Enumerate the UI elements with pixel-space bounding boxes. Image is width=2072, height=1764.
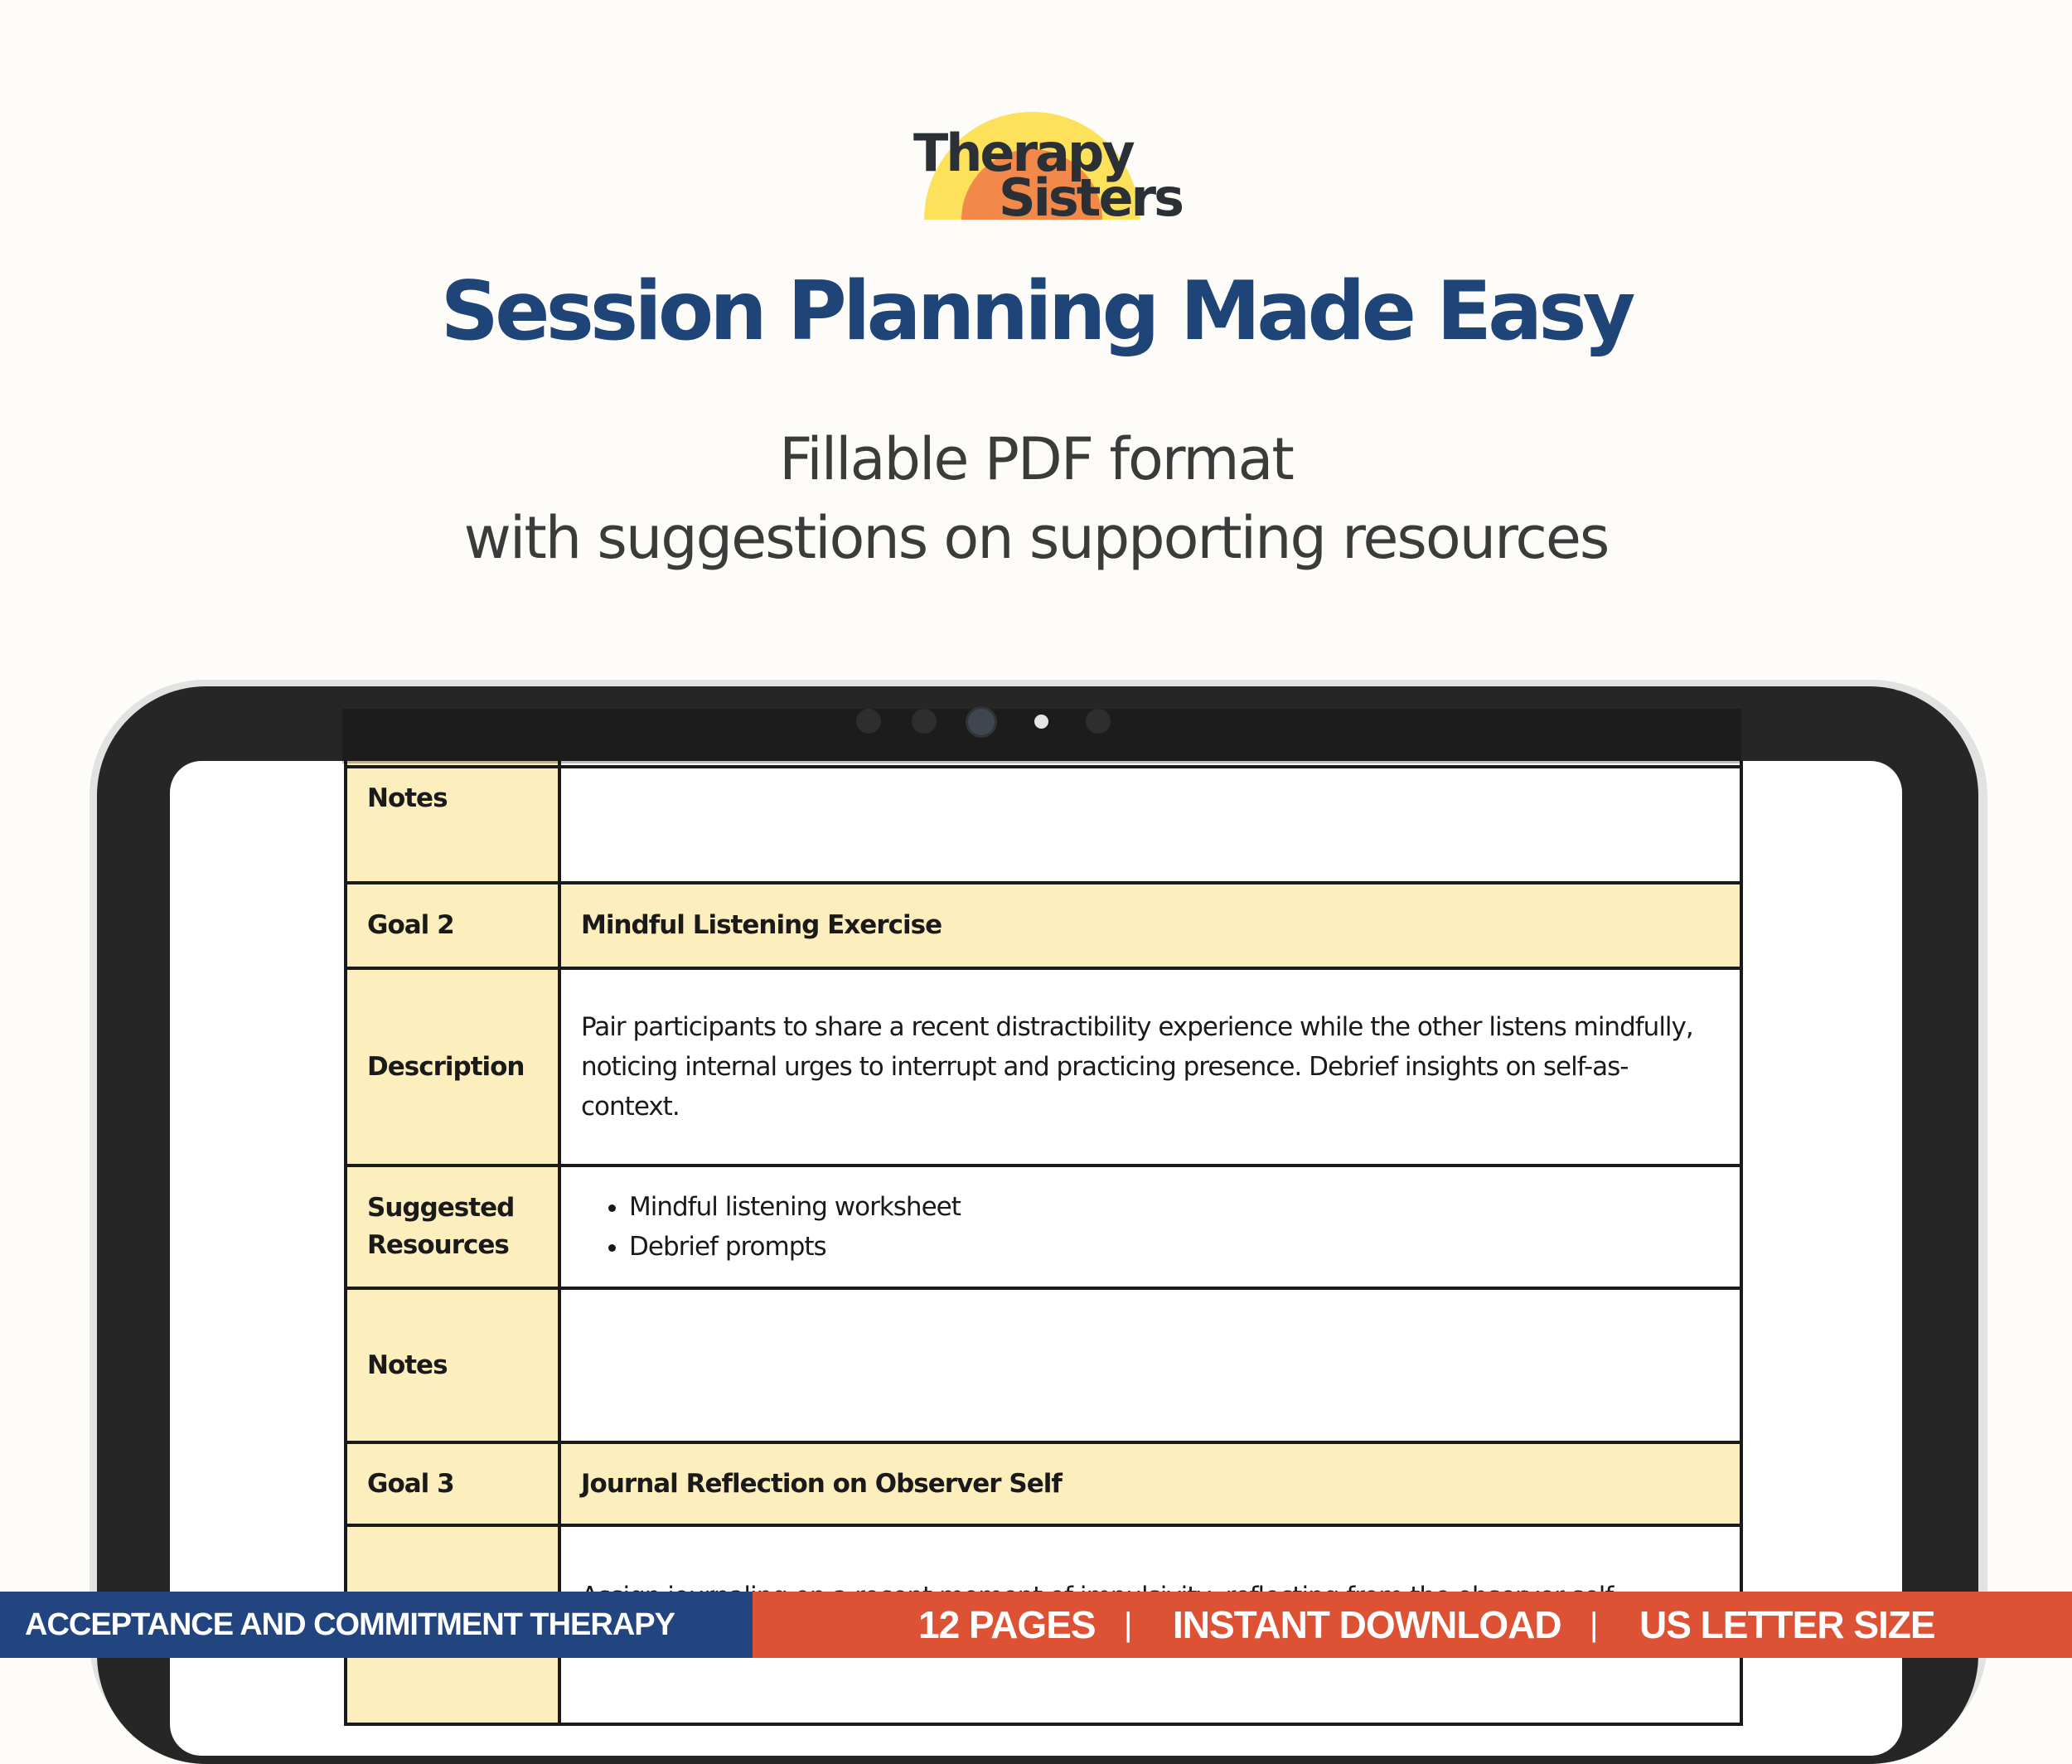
table-row — [346, 767, 1741, 883]
table-row — [346, 968, 1741, 1166]
banner-size: US LETTER SIZE — [1639, 1603, 1935, 1646]
logo-word-sisters: Sisters — [999, 167, 1182, 228]
goal-label: Goal 3 — [346, 1442, 559, 1525]
logo-word-therapy: Therapy — [913, 123, 1133, 183]
notes-field[interactable] — [559, 1288, 1741, 1442]
sensor-icon — [1086, 709, 1111, 734]
page-title: Session Planning Made Easy — [440, 264, 1632, 359]
brand-logo — [908, 99, 1182, 228]
camera-light-icon — [1034, 715, 1048, 729]
description-field[interactable]: Pair participants to share a recent distractibility experience while the other listens mindfully, noticing internal urges to interrupt and practicing presence. Debrief insights on self-as-context. — [559, 968, 1741, 1166]
table-row — [346, 1166, 1741, 1288]
subtitle-line-1: Fillable PDF format — [779, 425, 1293, 493]
sensor-icon — [912, 709, 937, 734]
banner-download: INSTANT DOWNLOAD — [1173, 1603, 1561, 1646]
goal-title[interactable]: Mindful Listening Exercise — [559, 883, 1741, 968]
table-row — [346, 1442, 1741, 1525]
resources-field[interactable] — [559, 1166, 1741, 1288]
list-item: • Mindful listening worksheet — [629, 1187, 1706, 1227]
table-row — [346, 883, 1741, 968]
notes-label: Notes — [346, 767, 559, 883]
camera-icon — [968, 709, 995, 735]
table-row — [346, 1288, 1741, 1442]
goal-label: Goal 2 — [346, 883, 559, 968]
notes-field[interactable] — [559, 767, 1741, 883]
banner-separator: | — [1124, 1606, 1132, 1643]
session-plan-table — [344, 761, 1743, 1726]
banner-program: ACCEPTANCE AND COMMITMENT THERAPY — [25, 1607, 675, 1642]
list-item: • Debrief prompts — [629, 1227, 1706, 1267]
description-label: Description — [346, 968, 559, 1166]
resources-list — [581, 1187, 1706, 1267]
banner-pages: 12 PAGES — [918, 1603, 1096, 1646]
goal-title[interactable]: Journal Reflection on Observer Self — [559, 1442, 1741, 1525]
subtitle-line-2: with suggestions on supporting resources — [463, 504, 1609, 572]
notes-label: Notes — [346, 1288, 559, 1442]
sensor-icon — [856, 709, 881, 734]
banner-separator: | — [1590, 1606, 1598, 1643]
resources-label: Suggested Resources — [346, 1166, 559, 1288]
